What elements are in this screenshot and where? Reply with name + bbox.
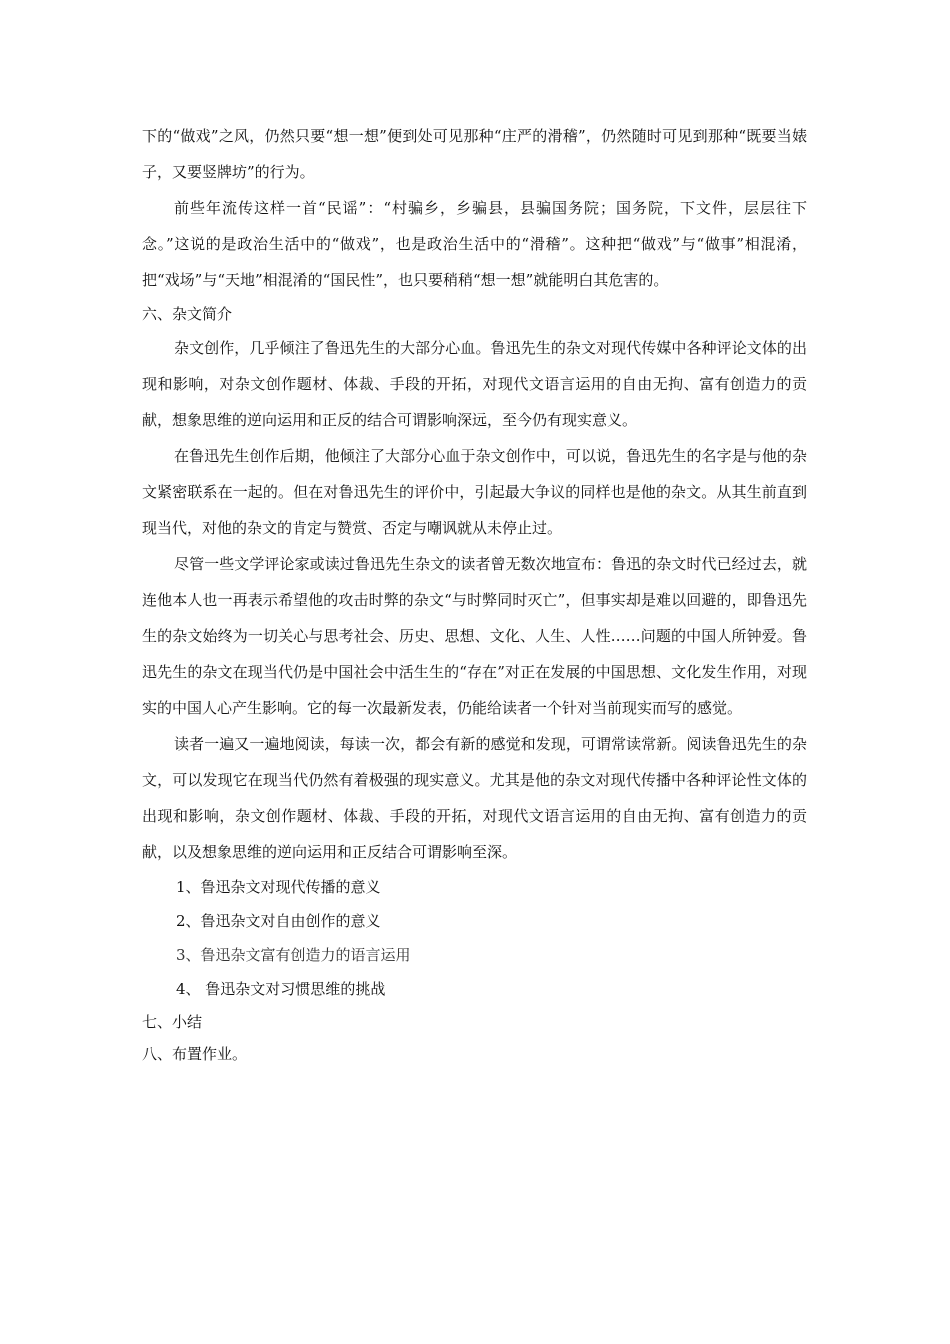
list-item: 1、鲁迅杂文对现代传播的意义: [176, 878, 381, 896]
essay-significance-list: [142, 870, 807, 1006]
section-heading-essay-intro: 六、杂文简介: [142, 305, 233, 323]
list-item: 4、 鲁迅杂文对习惯思维的挑战: [176, 980, 386, 998]
paragraph-essay-intro-1: 杂文创作，几乎倾注了鲁迅先生的大部分心血。鲁迅先生的杂文对现代传媒中各种评论文体的出现和影响，对杂文创作题材、体裁、手段的开拓，对现代文语言运用的自由无拘、富有创造力的贡献，想象思维的逆向运用和正反的结合可谓影响深远，至今仍有现实意义。: [142, 339, 807, 429]
paragraph-essay-intro-3: 尽管一些文学评论家或读过鲁迅先生杂文的读者曾无数次地宣布：鲁迅的杂文时代已经过去，就连他本人也一再表示希望他的攻击时弊的杂文“与时弊同时灭亡”，但事实却是难以回避的，即鲁迅先生的杂文始终为一切关心与思考社会、历史、思想、文化、人生、人性……问题的中国人所钟爱。鲁迅先生的杂文在现当代仍是中国社会中活生生的“存在”对正在发展的中国思想、文化发生作用，对现实的中国人心产生影响。它的每一次最新发表，仍能给读者一个针对当前现实而写的感觉。: [142, 555, 807, 717]
document-body: [142, 118, 807, 1070]
list-item: 3、鲁迅杂文富有创造力的语言运用: [176, 946, 411, 964]
paragraph-folk-rhyme: 前些年流传这样一首“民谣”：“村骗乡，乡骗县，县骗国务院；国务院，下文件，层层往下念。”这说的是政治生活中的“做戏”，也是政治生活中的“滑稽”。这种把“做戏”与“做事”相混淆，把“戏场”与“天地”相混淆的“国民性”，也只要稍稍“想一想”就能明白其危害的。: [142, 199, 807, 289]
paragraph-essay-intro-2: 在鲁迅先生创作后期，他倾注了大部分心血于杂文创作中，可以说，鲁迅先生的名字是与他的杂文紧密联系在一起的。但在对鲁迅先生的评价中，引起最大争议的同样也是他的杂文。从其生前直到现当代，对他的杂文的肯定与赞赏、否定与嘲讽就从未停止过。: [142, 447, 807, 537]
list-item: 2、鲁迅杂文对自由创作的意义: [176, 912, 381, 930]
section-heading-homework: 八、布置作业。: [142, 1045, 248, 1063]
section-heading-summary: 七、小结: [142, 1013, 203, 1031]
paragraph-essay-intro-4: 读者一遍又一遍地阅读，每读一次，都会有新的感觉和发现，可谓常读常新。阅读鲁迅先生的杂文，可以发现它在现当代仍然有着极强的现实意义。尤其是他的杂文对现代传播中各种评论性文体的出现和影响，杂文创作题材、体裁、手段的开拓，对现代文语言运用的自由无拘、富有创造力的贡献，以及想象思维的逆向运用和正反结合可谓影响至深。: [142, 735, 807, 861]
paragraph-continuation: 下的“做戏”之风，仍然只要“想一想”便到处可见那种“庄严的滑稽”，仍然随时可见到那种“既要当婊子，又要竖牌坊”的行为。: [142, 127, 807, 181]
